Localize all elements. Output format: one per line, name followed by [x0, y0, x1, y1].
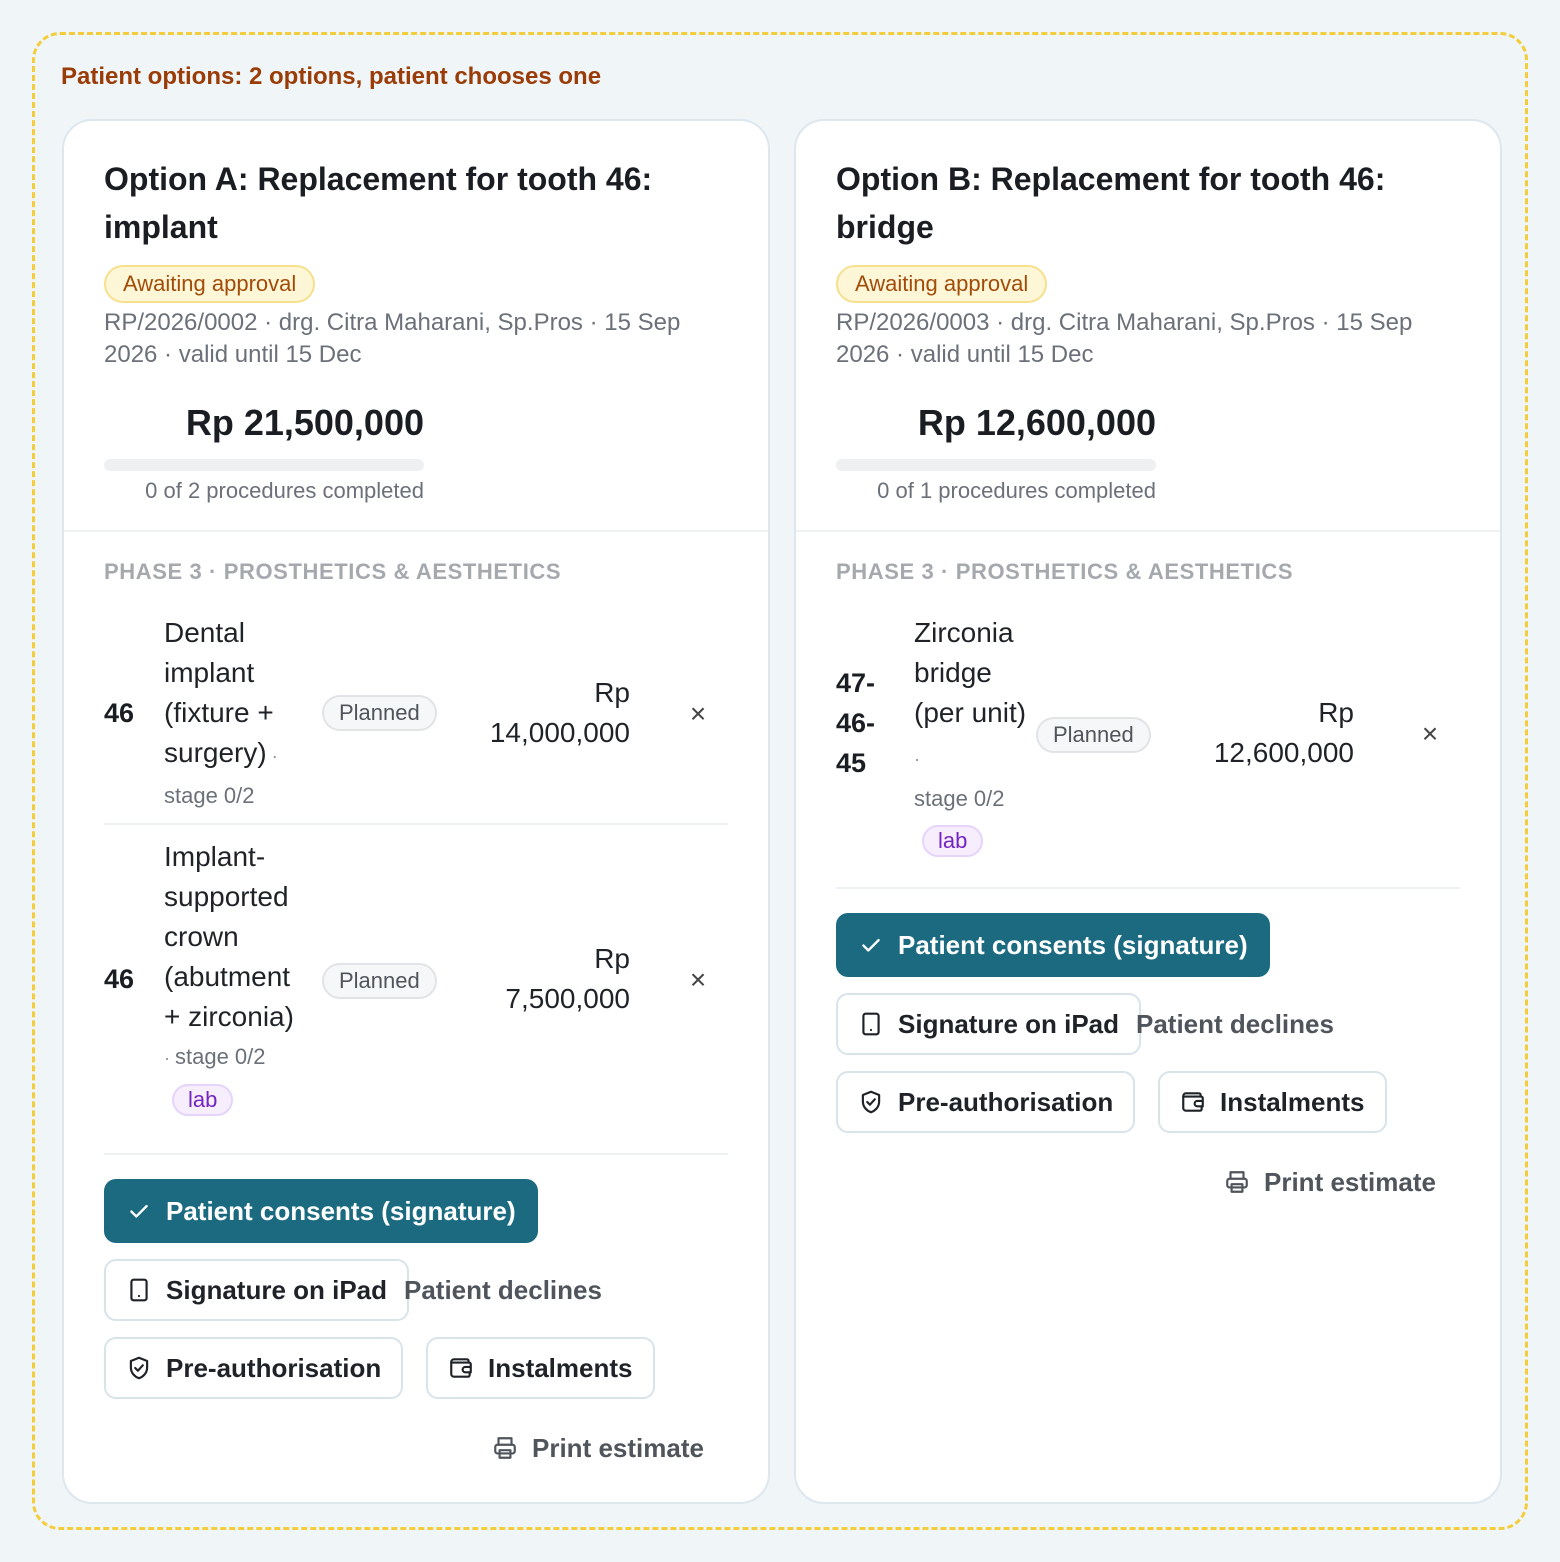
procedure-row: [104, 611, 728, 825]
procedure-price: Rp 7,500,000: [505, 943, 630, 1014]
tooth-number: 47-46-45: [836, 668, 876, 778]
pre-authorisation-button[interactable]: Pre-authorisation: [104, 1337, 403, 1399]
tablet-icon: [126, 1277, 152, 1303]
patient-declines-button[interactable]: Patient declines: [404, 1274, 602, 1305]
print-estimate-button[interactable]: Print estimate: [1210, 1151, 1450, 1213]
plan-total: Rp 12,600,000: [917, 402, 1156, 443]
patient-options-container: [32, 32, 1528, 1530]
procedure-name: Implant-supported crown (abutment + zirconia): [164, 841, 294, 1032]
option-title: Option A: Replacement for tooth 46: implant: [104, 161, 653, 245]
progress-bar: [836, 459, 1156, 471]
signature-ipad-button[interactable]: Signature on iPad: [836, 993, 1141, 1055]
remove-procedure-button[interactable]: ×: [689, 964, 707, 995]
procedure-name: Zirconia bridge (per unit): [914, 617, 1027, 728]
procedure-stage: stage 0/2: [914, 786, 1005, 811]
procedure-stage: stage 0/2: [175, 1044, 266, 1069]
instalments-button[interactable]: Instalments: [426, 1337, 655, 1399]
remove-procedure-button[interactable]: ×: [689, 698, 707, 729]
wallet-icon: [448, 1355, 474, 1381]
procedure-row: [104, 837, 728, 1155]
status-badge: Awaiting approval: [836, 265, 1047, 303]
option-card-header: [796, 121, 1500, 532]
tooth-number: 46: [104, 698, 135, 728]
lab-badge: lab: [922, 825, 983, 857]
check-icon: [858, 932, 884, 958]
procedure-stage: stage 0/2: [164, 783, 255, 808]
phase-heading: PHASE 3 · PROSTHETICS & AESTHETICS: [836, 559, 1294, 584]
status-badge: Awaiting approval: [104, 265, 315, 303]
procedure-status: Planned: [322, 963, 437, 999]
patient-consents-button[interactable]: Patient consents (signature): [104, 1179, 538, 1243]
procedure-name-block: Implant-supported crown (abutment + zirconia) · stage 0/2 lab: [164, 837, 314, 1118]
shield-check-icon: [858, 1089, 884, 1115]
procedure-name-block: Zirconia bridge (per unit) · stage 0/2 lab: [914, 613, 1030, 859]
print-estimate-button[interactable]: Print estimate: [478, 1417, 718, 1479]
procedure-name: Dental implant (fixture + surgery): [164, 617, 274, 768]
plan-meta: RP/2026/0003 · drg. Citra Maharani, Sp.Pros · 15 Sep 2026 · valid until 15 Dec: [836, 309, 1413, 368]
tooth-number: 46: [104, 964, 135, 994]
procedure-status: Planned: [1036, 717, 1151, 753]
option-card-header: [64, 121, 768, 532]
printer-icon: [492, 1435, 518, 1461]
lab-badge: lab: [172, 1084, 233, 1116]
option-card-b: [794, 119, 1502, 1504]
pre-authorisation-button[interactable]: Pre-authorisation: [836, 1071, 1135, 1133]
progress-bar: [104, 459, 424, 471]
patient-consents-button[interactable]: Patient consents (signature): [836, 913, 1270, 977]
shield-check-icon: [126, 1355, 152, 1381]
plan-meta: RP/2026/0002 · drg. Citra Maharani, Sp.Pros · 15 Sep 2026 · valid until 15 Dec: [104, 309, 681, 368]
tablet-icon: [858, 1011, 884, 1037]
signature-ipad-button[interactable]: Signature on iPad: [104, 1259, 409, 1321]
option-title: Option B: Replacement for tooth 46: bridge: [836, 161, 1386, 245]
procedure-status: Planned: [322, 695, 437, 731]
printer-icon: [1224, 1169, 1250, 1195]
check-icon: [126, 1198, 152, 1224]
patient-declines-button[interactable]: Patient declines: [1136, 1008, 1334, 1039]
plan-total: Rp 21,500,000: [185, 402, 424, 443]
options-heading: Patient options: 2 options, patient chooses one: [61, 63, 602, 90]
procedure-price: Rp 14,000,000: [489, 677, 630, 748]
instalments-button[interactable]: Instalments: [1158, 1071, 1387, 1133]
wallet-icon: [1180, 1089, 1206, 1115]
remove-procedure-button[interactable]: ×: [1421, 718, 1439, 749]
procedure-name-block: Dental implant (fixture + surgery) · stage 0/2: [164, 613, 288, 816]
option-card-a: [62, 119, 770, 1504]
progress-label: 0 of 2 procedures completed: [145, 478, 424, 503]
procedure-price: Rp 12,600,000: [1213, 697, 1354, 768]
procedure-row: [836, 611, 1460, 889]
progress-label: 0 of 1 procedures completed: [877, 478, 1156, 503]
phase-heading: PHASE 3 · PROSTHETICS & AESTHETICS: [104, 559, 562, 584]
